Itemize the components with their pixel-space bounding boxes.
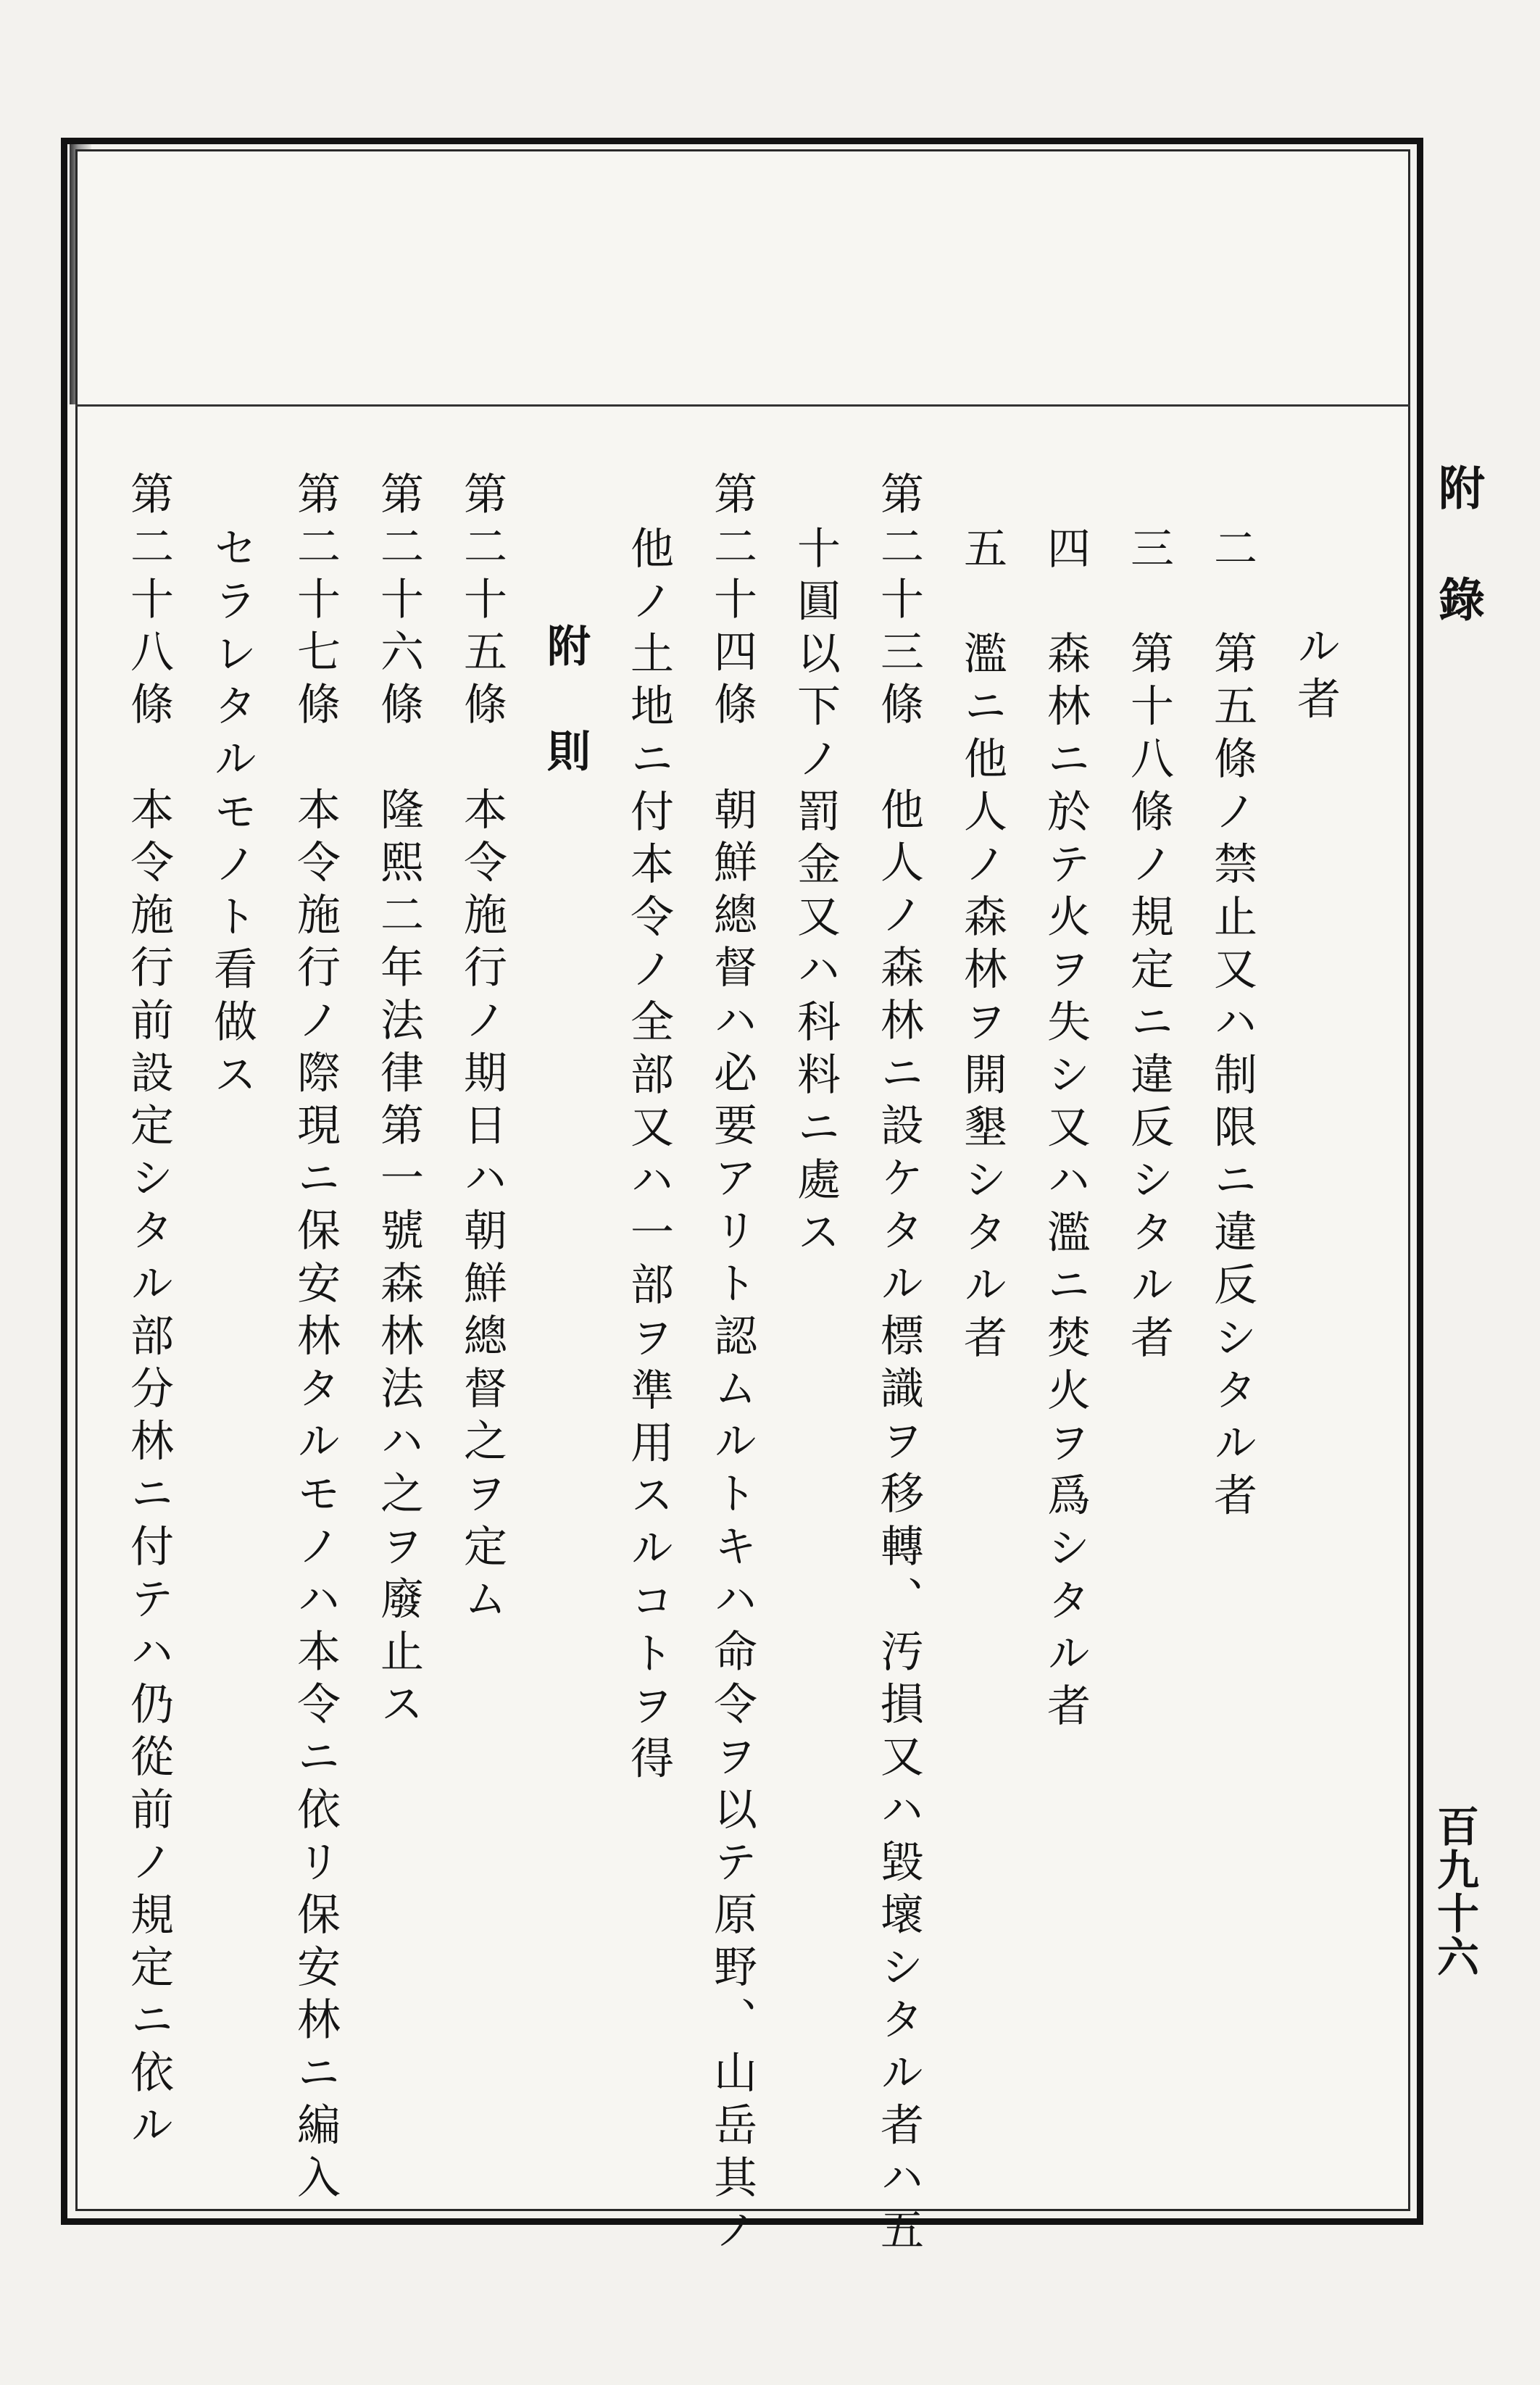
text-column-5: 五 濫ニ他人ノ森林ヲ開墾シタル者 — [957, 525, 1007, 1368]
text-column-9: 他ノ土地ニ付本令ノ全部又ハ一部ヲ準用スルコトヲ得 — [623, 525, 674, 1789]
text-column-15: 第二十八條 本令施行前設定シタル部分林ニ付テハ仍從前ノ規定ニ依ル — [123, 471, 174, 2155]
text-column-4: 四 森林ニ於テ火ヲ失シ又ハ濫ニ焚火ヲ爲シタル者 — [1040, 525, 1091, 1736]
text-column-3: 三 第十八條ノ規定ニ違反シタル者 — [1123, 525, 1174, 1368]
text-column-12: 第二十六條 隆熙二年法律第一號森林法ハ之ヲ廢止ス — [373, 471, 424, 1734]
text-column-1: ル者 — [1290, 623, 1341, 729]
running-head: 附錄 — [1431, 464, 1485, 687]
text-column-11: 第二十五條 本令施行ノ期日ハ朝鮮總督之ヲ定ム — [457, 471, 507, 1629]
text-column-7: 十圓以下ノ罰金又ハ科料ニ處ス — [790, 525, 841, 1262]
text-column-13: 第二十七條 本令施行ノ際現ニ保安林タルモノハ本令ニ依リ保安林ニ編入 — [290, 471, 341, 2207]
text-column-6: 第二十三條 他人ノ森林ニ設ケタル標識ヲ移轉、汚損又ハ毀壞シタル者ハ五 — [873, 471, 924, 2260]
text-column-14: セラレタルモノト看做ス — [207, 525, 257, 1104]
text-column-8: 第二十四條 朝鮮總督ハ必要アリト認ムルトキハ命令ヲ以テ原野、山岳其ノ — [707, 471, 757, 2260]
page-number: 百九十六 — [1430, 1805, 1479, 1978]
section-heading: 附 則 — [540, 623, 591, 781]
header-rule — [75, 404, 1410, 407]
text-column-2: 二 第五條ノ禁止又ハ制限ニ違反シタル者 — [1207, 525, 1257, 1526]
